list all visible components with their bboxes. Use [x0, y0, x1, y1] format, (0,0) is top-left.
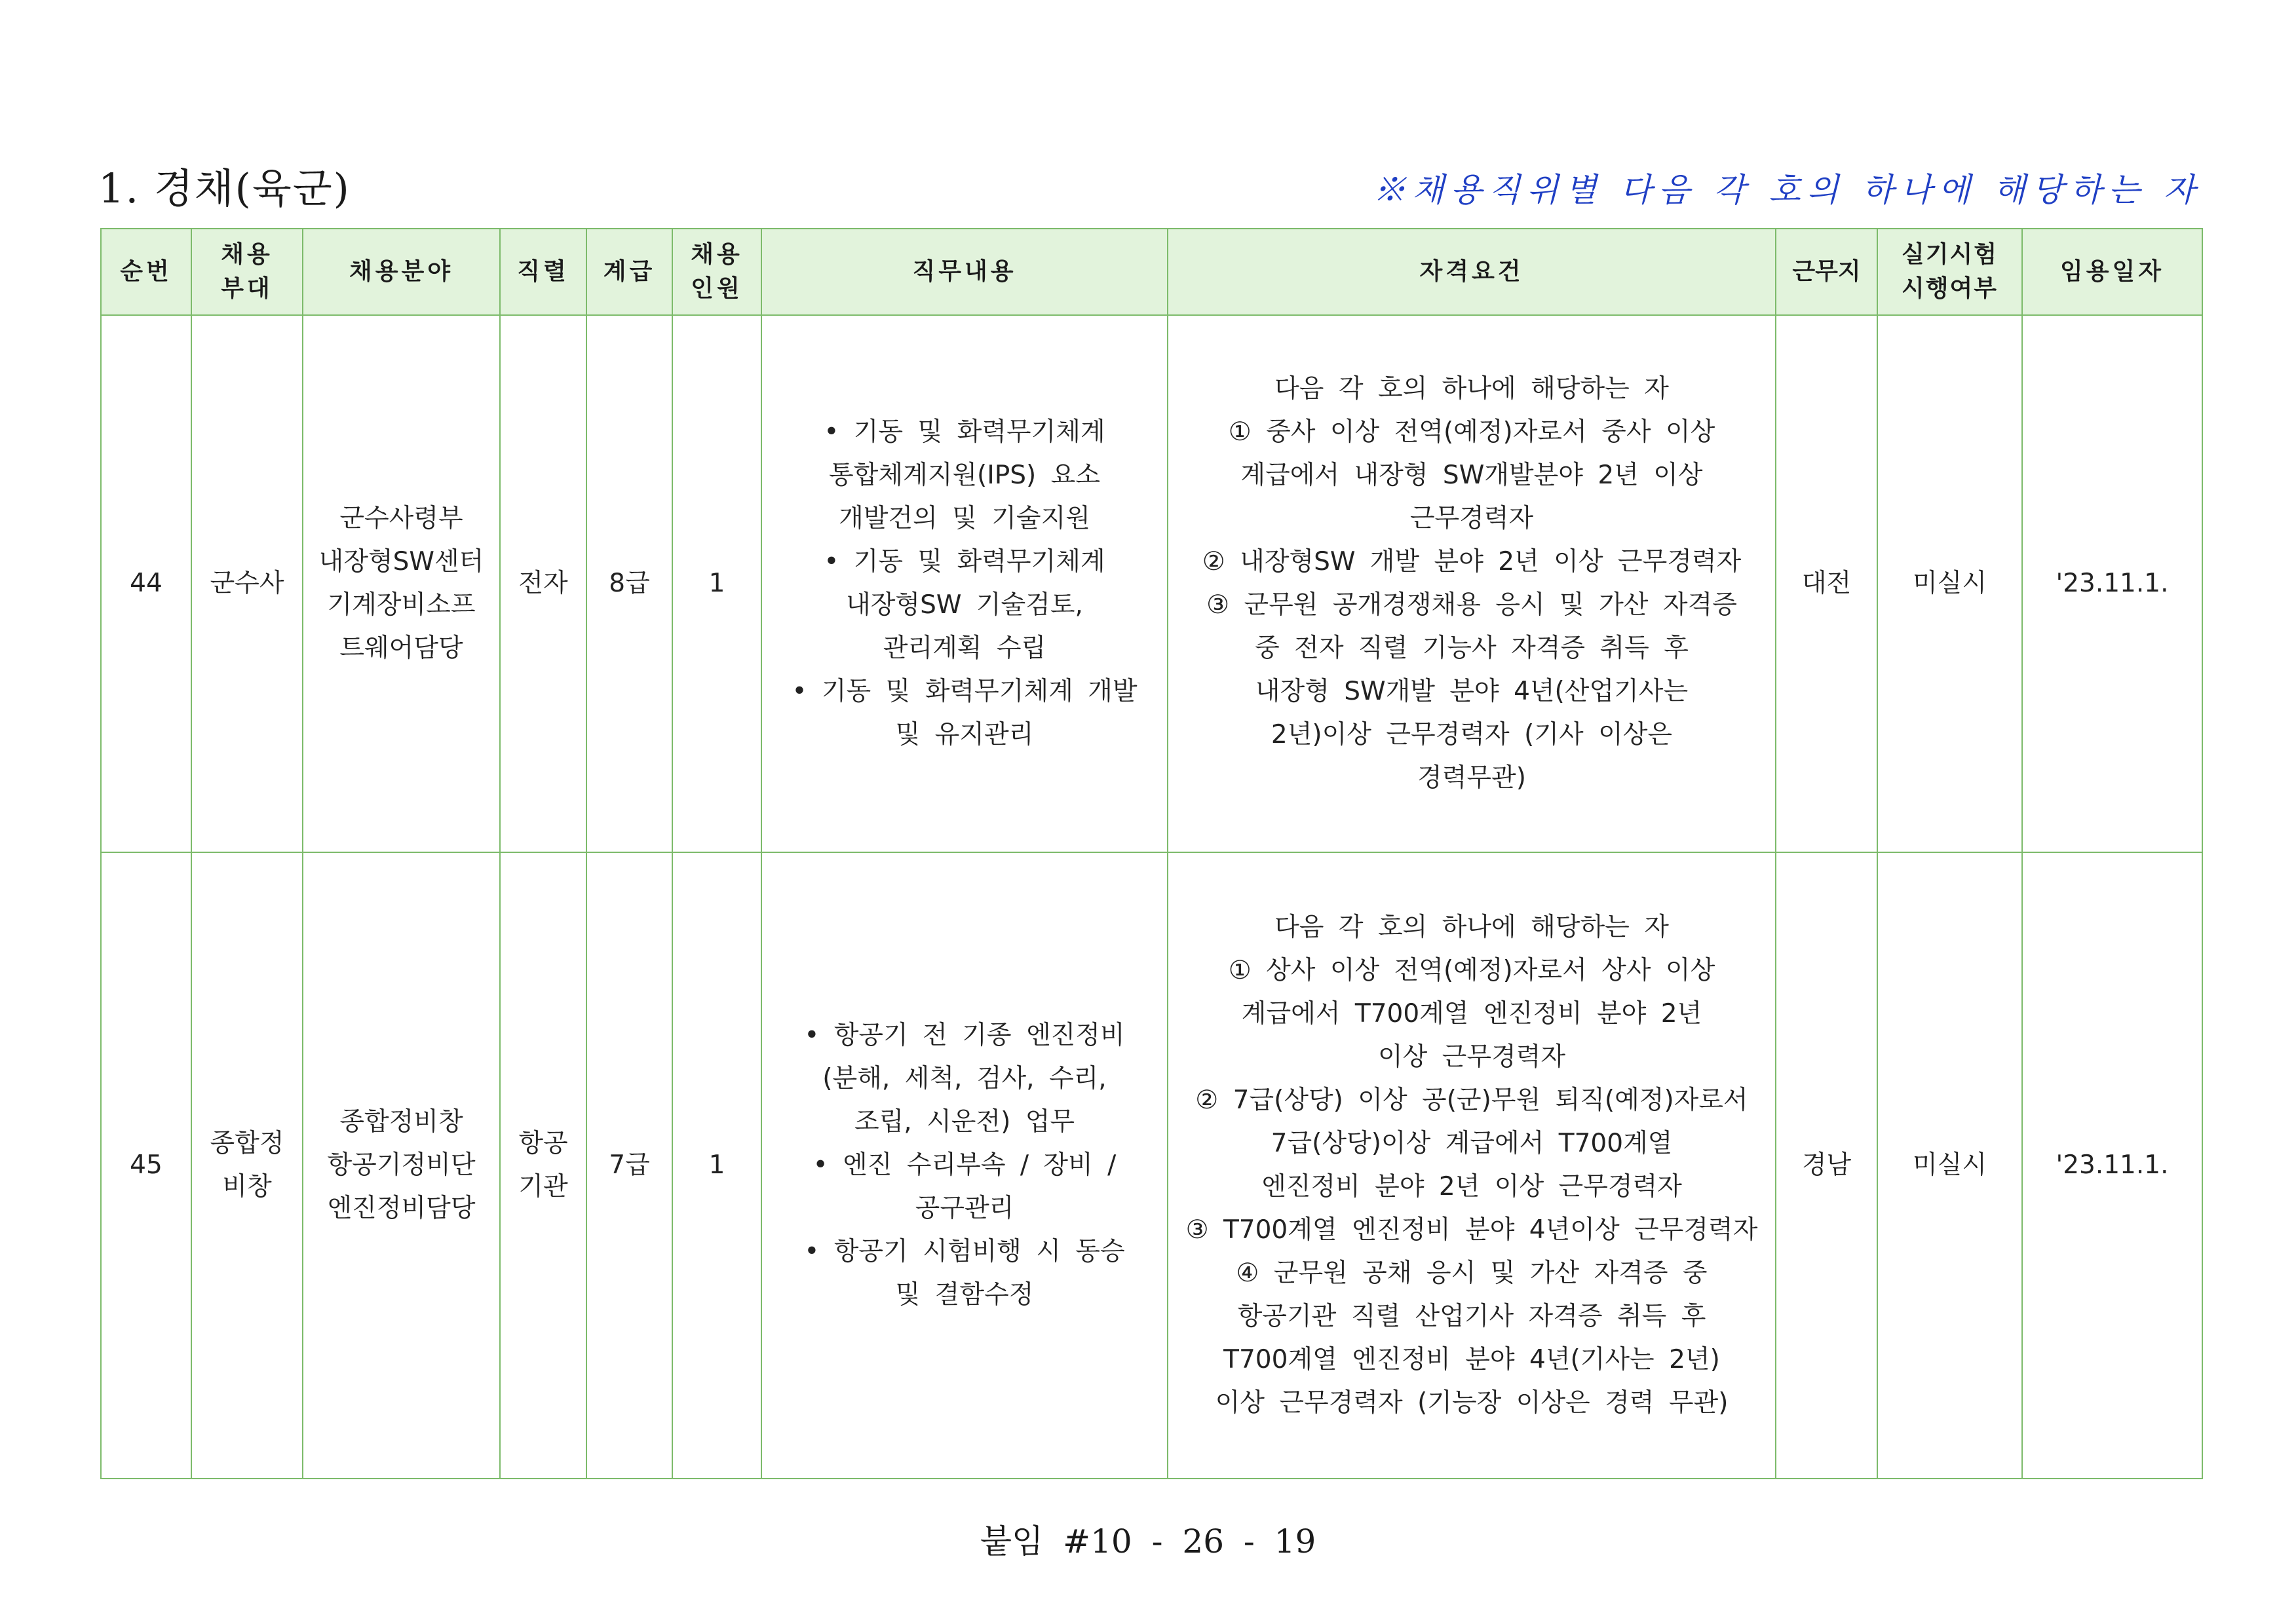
- duty-line: • 항공기 시험비행 시 동승: [804, 1237, 1125, 1266]
- cell-location: 대전: [1776, 315, 1877, 852]
- cell-duty: [761, 315, 1168, 852]
- cell-series: [500, 852, 586, 1479]
- qualification-item: [1168, 1209, 1775, 1252]
- cell-line: 항공기정비단: [327, 1150, 476, 1180]
- qualification-line: 내장형 SW개발 분야 4년(산업기사는: [1255, 677, 1689, 706]
- qualification-line: ② 내장형SW 개발 분야 2년 이상 근무경력자: [1202, 547, 1742, 576]
- header-unit-line: 부대: [221, 275, 273, 302]
- qualification-item: [1168, 1079, 1775, 1209]
- qualification-line: ③ 군무원 공개경쟁채용 응시 및 가산 자격증: [1206, 590, 1737, 620]
- duty-line: (분해, 세척, 검사, 수리,: [822, 1064, 1107, 1093]
- header-qualification: 자격요건: [1168, 229, 1776, 315]
- header-series: 직렬: [500, 229, 586, 315]
- cell-grade: 7급: [586, 852, 672, 1479]
- table-row: [101, 852, 2202, 1479]
- duty-line: 관리계획 수립: [883, 633, 1046, 663]
- qualification-line: 근무경력자: [1409, 504, 1534, 533]
- cell-line: 비창: [222, 1172, 272, 1201]
- qualification-line: 계급에서 내장형 SW개발분야 2년 이상: [1240, 461, 1703, 490]
- cell-exam: 미실시: [1877, 852, 2022, 1479]
- cell-no: 45: [101, 852, 191, 1479]
- cell-qualification: [1168, 315, 1776, 852]
- duty-line: 조립, 시운전) 업무: [854, 1107, 1075, 1137]
- duty-line: 및 유지관리: [895, 720, 1034, 749]
- duty-line: 개발건의 및 기술지원: [839, 504, 1090, 533]
- cell-unit: [191, 852, 303, 1479]
- cell-line: 기관: [518, 1172, 568, 1201]
- cell-line: 군수사령부: [339, 504, 463, 533]
- cell-count: 1: [672, 315, 761, 852]
- cell-line: 군수사: [210, 569, 284, 598]
- cell-field: [303, 315, 500, 852]
- cell-field: [303, 852, 500, 1479]
- table-header-row: [101, 229, 2202, 315]
- qualification-line: 2년)이상 근무경력자 (기사 이상은: [1271, 720, 1673, 749]
- cell-line: 종합정: [210, 1129, 284, 1158]
- cell-duty: [761, 852, 1168, 1479]
- header-exam: [1877, 229, 2022, 315]
- duty-line: • 기동 및 화력무기체계: [824, 417, 1105, 447]
- duty-item: [762, 1014, 1167, 1144]
- qualification-item: [1168, 949, 1775, 1079]
- cell-no: 44: [101, 315, 191, 852]
- duty-item: [762, 1144, 1167, 1230]
- duty-line: 통합체계지원(IPS) 요소: [829, 461, 1100, 490]
- cell-line: 항공: [518, 1129, 568, 1158]
- qualification-line: 경력무관): [1417, 763, 1526, 793]
- cell-line: 전자: [518, 569, 568, 598]
- duty-line: 공구관리: [915, 1194, 1014, 1223]
- cell-unit: [191, 315, 303, 852]
- qualification-intro: 다음 각 호의 하나에 해당하는 자: [1274, 913, 1669, 942]
- duty-line: • 기동 및 화력무기체계: [824, 547, 1105, 576]
- cell-line: 기계장비소프: [327, 590, 476, 620]
- duty-line: • 기동 및 화력무기체계 개발: [792, 677, 1138, 706]
- qualification-line: 엔진정비 분야 2년 이상 근무경력자: [1261, 1172, 1682, 1201]
- qualification-item: [1168, 411, 1775, 540]
- duty-line: • 항공기 전 기종 엔진정비: [804, 1021, 1125, 1050]
- qualification-line: 이상 근무경력자 (기능장 이상은 경력 무관): [1215, 1388, 1729, 1418]
- header-duty: 직무내용: [761, 229, 1168, 315]
- header-unit: [191, 229, 303, 315]
- qualification-line: 계급에서 T700계열 엔진정비 분야 2년: [1241, 999, 1702, 1029]
- cell-count: 1: [672, 852, 761, 1479]
- qualification-line: ④ 군무원 공채 응시 및 가산 자격증 중: [1236, 1258, 1708, 1288]
- cell-line: 내장형SW센터: [318, 547, 484, 576]
- page-footer: 붙임 #10 - 26 - 19: [980, 1522, 1316, 1560]
- header-count-line: 인원: [691, 275, 743, 302]
- cell-qualification: [1168, 852, 1776, 1479]
- header-grade: 계급: [586, 229, 672, 315]
- duty-item: [762, 540, 1167, 670]
- cell-date: '23.11.1.: [2022, 315, 2202, 852]
- qualification-intro: 다음 각 호의 하나에 해당하는 자: [1274, 374, 1669, 404]
- duty-line: • 엔진 수리부속 / 장비 /: [813, 1150, 1117, 1180]
- header-unit-line: 채용: [221, 241, 273, 268]
- duty-line: 내장형SW 기술검토,: [846, 590, 1083, 620]
- cell-exam: 미실시: [1877, 315, 2022, 852]
- qualification-item: [1168, 584, 1775, 800]
- qualification-line: 항공기관 직렬 산업기사 자격증 취득 후: [1237, 1302, 1706, 1331]
- table-row: [101, 315, 2202, 852]
- qualification-line: T700계열 엔진정비 분야 4년(기사는 2년): [1223, 1345, 1720, 1374]
- header-exam-line: 시행여부: [1901, 275, 1999, 302]
- header-location: 근무지: [1776, 229, 1877, 315]
- header-field: 채용분야: [303, 229, 500, 315]
- qualification-line: ② 7급(상당) 이상 공(군)무원 퇴직(예정)자로서: [1195, 1086, 1748, 1115]
- section-heading: 1. 경채(육군): [98, 164, 351, 212]
- cell-line: 종합정비창: [339, 1107, 463, 1137]
- cell-location: 경남: [1776, 852, 1877, 1479]
- duty-line: 및 결함수정: [895, 1280, 1034, 1310]
- header-exam-line: 실기시험: [1901, 241, 1999, 268]
- qualification-line: ① 상사 이상 전역(예정)자로서 상사 이상: [1228, 956, 1715, 985]
- cell-line: 트웨어담당: [339, 633, 463, 663]
- eligibility-note: ※채용직위별 다음 각 호의 하나에 해당하는 자: [1373, 171, 2202, 209]
- qualification-line: 7급(상당)이상 계급에서 T700계열: [1271, 1129, 1673, 1158]
- header-no: 순번: [101, 229, 191, 315]
- cell-series: [500, 315, 586, 852]
- header-date: 임용일자: [2022, 229, 2202, 315]
- duty-item: [762, 670, 1167, 757]
- qualification-line: ① 중사 이상 전역(예정)자로서 중사 이상: [1228, 417, 1715, 447]
- cell-line: 엔진정비담당: [327, 1194, 476, 1223]
- qualification-item: [1168, 540, 1775, 584]
- qualification-line: ③ T700계열 엔진정비 분야 4년이상 근무경력자: [1185, 1215, 1758, 1245]
- header-count: [672, 229, 761, 315]
- qualification-line: 이상 근무경력자: [1377, 1042, 1566, 1072]
- header-count-line: 채용: [691, 241, 743, 268]
- qualification-item: [1168, 1252, 1775, 1425]
- cell-grade: 8급: [586, 315, 672, 852]
- cell-date: '23.11.1.: [2022, 852, 2202, 1479]
- qualification-line: 중 전자 직렬 기능사 자격증 취득 후: [1255, 633, 1689, 663]
- duty-item: [762, 411, 1167, 540]
- duty-item: [762, 1230, 1167, 1317]
- recruitment-table: [100, 228, 2203, 1479]
